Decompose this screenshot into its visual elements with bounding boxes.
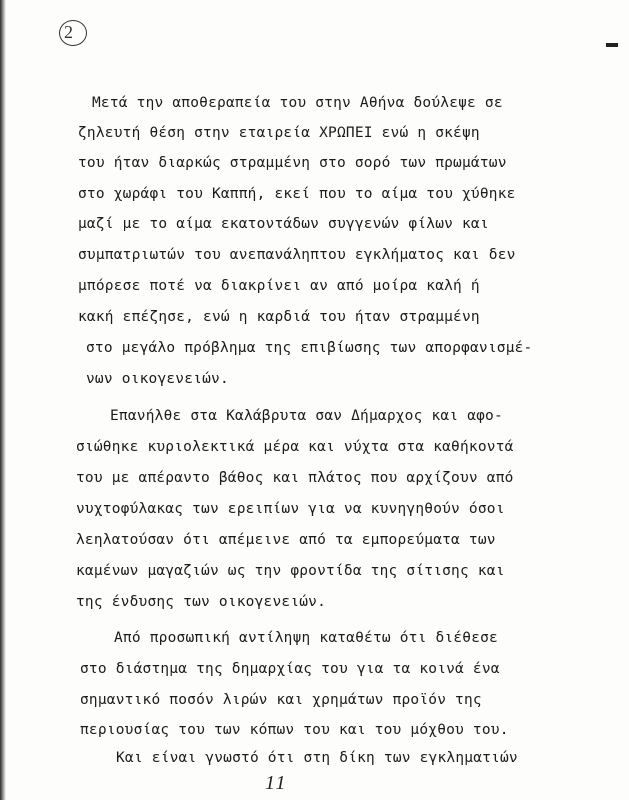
text-line: σημαντικό ποσόν λιρών και χρημάτων προϊόν της — [80, 692, 482, 708]
scan-edge-shadow — [0, 0, 6, 800]
text-line: Και είναι γνωστό ότι στη δίκη των εγκληματιών — [116, 750, 518, 766]
text-line: του ήταν διαρκώς στραμμένη στο σορό των πρωμάτων — [78, 155, 507, 171]
text-line: στο μεγάλο πρόβλημα της επιβίωσης των απορφανισμέ- — [86, 340, 533, 356]
text-line: λεηλατούσαν ότι απέμεινε από τα εμπορεύματα των — [76, 532, 496, 548]
handwritten-mark: 11 — [265, 772, 288, 794]
text-line: συμπατριωτών του ανεπανάληπτου εγκλήματος και δεν — [78, 247, 516, 263]
text-line: Επανήλθε στα Καλάβρυτα σαν Δήμαρχος και αφο- — [110, 408, 503, 424]
text-line: καμένων μαγαζιών ως την φροντίδα της σίτισης και — [76, 563, 505, 579]
text-line: Από προσωπική αντίληψη καταθέτω ότι διέθεσε — [114, 630, 498, 646]
text-line: περιουσίας του των κόπων του και του μόχθου του. — [80, 722, 509, 738]
text-line: νυχτοφύλακας των ερειπίων για να κυνηγηθούν όσοι — [76, 501, 505, 517]
scan-mark — [606, 43, 618, 47]
text-line: Μετά την αποθεραπεία του στην Αθήνα δούλεψε σε — [92, 95, 503, 111]
text-line: σιώθηκε κυριολεκτικά μέρα και νύχτα στα καθήκοντά — [76, 439, 514, 455]
page-number: 2 — [64, 22, 73, 42]
text-line: στο χωράφι του Καππή, εκεί που το αίμα του χύθηκε — [78, 186, 516, 202]
text-line: ζηλευτή θέση στην εταιρεία ΧΡΩΠΕΙ ενώ η σκέψη — [78, 125, 480, 141]
text-line: μαζί με το αίμα εκατοντάδων συγγενών φίλων και — [78, 216, 489, 232]
text-line: του με απέραντο βάθος και πλάτος που αρχίζουν από — [76, 470, 514, 486]
text-line: μπόρεσε ποτέ να διακρίνει αν από μοίρα καλή ή — [78, 278, 480, 294]
text-line: στο διάστημα της δημαρχίας του για τα κοινά ένα — [80, 661, 500, 677]
text-line: νων οικογενειών. — [86, 371, 229, 387]
text-line: κακή επέζησε, ενώ η καρδιά του ήταν στραμμένη — [78, 309, 480, 325]
text-line: της ένδυσης των οικογενειών. — [76, 594, 327, 610]
